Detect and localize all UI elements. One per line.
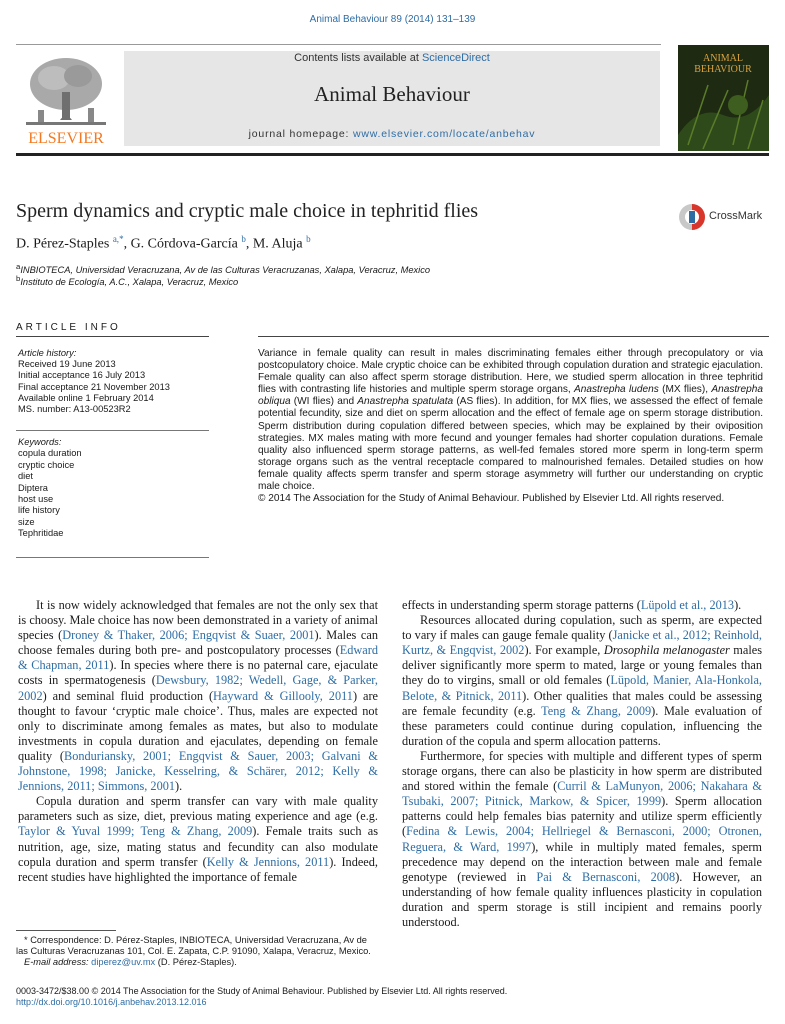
author-marks[interactable]: b — [306, 234, 311, 244]
text-run: ) are thought to favour ‘cryptic male choice’. Thus, males are expected not only to discriminate among females as mates, but also to modulate investments in copula duration and ejaculates, depending on female quality ( — [18, 688, 378, 763]
crossmark-icon — [677, 202, 707, 232]
keyword-item: diet — [18, 471, 33, 482]
body-column-right — [402, 598, 762, 930]
keyword-item: Diptera — [18, 482, 48, 493]
history-item: Available online 1 February 2014 — [18, 392, 154, 403]
citation-link[interactable]: Pai & Bernasconi, 2008 — [536, 869, 676, 884]
author-name[interactable]: M. Aluja — [252, 236, 303, 252]
text-run: ) and seminal fluid production ( — [42, 688, 214, 703]
abstract-text — [258, 348, 763, 493]
author-name[interactable]: D. Pérez-Staples — [16, 236, 110, 252]
keyword-item: life history — [18, 505, 60, 516]
correspondence-footnote — [16, 935, 379, 969]
journal-cover-thumbnail[interactable] — [678, 45, 769, 151]
article-info-rule — [16, 336, 209, 337]
elsevier-wordmark: ELSEVIER — [28, 130, 104, 147]
citation-link[interactable]: Curril & LaMunyon, 2006; Nakahara & Tsubaki, 2007; Pitnick, Markow, & Spicer, 1999 — [402, 779, 762, 809]
author-marks[interactable]: a, — [112, 234, 120, 244]
citation-link[interactable]: Lüpold et al., 2013 — [640, 598, 735, 612]
abstract — [258, 348, 763, 505]
journal-homepage — [124, 128, 660, 140]
cover-title-2: BEHAVIOUR — [694, 64, 752, 75]
body-paragraph — [402, 749, 762, 930]
keywords-list — [18, 437, 82, 540]
email-label: E-mail address: — [24, 957, 92, 968]
text-run: ). For example, — [524, 643, 604, 658]
article-history — [18, 348, 170, 415]
article-title: Sperm dynamics and cryptic male choice in tephritid flies — [16, 200, 479, 222]
author-separator: , — [245, 236, 253, 252]
text-run: Copula duration and sperm transfer can vary with male quality parameters such as size, diet, previous mating experience and age (e.g. — [18, 794, 378, 824]
text-run: ), while in multiply mated females, sperm precedence may depend on the interaction between male and female genotype (reviewed in — [402, 839, 762, 884]
keyword-item: size — [18, 516, 35, 527]
text-run: ). Indeed, recent studies have highlighted the importance of female — [18, 854, 378, 884]
species-name: Anastrepha ludens — [574, 384, 659, 396]
email-link[interactable]: diperez@uv.mx — [91, 957, 156, 968]
keywords-heading: Keywords: — [18, 437, 62, 447]
contents-line — [124, 52, 660, 64]
text-run: effects in understanding sperm storage patterns ( — [402, 598, 641, 612]
citation-link[interactable]: Taylor & Yuval 1999; Teng & Zhang, 2009 — [18, 824, 253, 839]
history-item: MS. number: A13-00523R2 — [18, 404, 131, 415]
text-run: ). — [734, 598, 742, 612]
keyword-item: cryptic choice — [18, 459, 75, 470]
body-paragraph — [402, 613, 762, 749]
crossmark-badge[interactable] — [677, 202, 777, 230]
footnote-text — [16, 935, 379, 957]
journal-reference[interactable]: Animal Behaviour 89 (2014) 131–139 — [309, 14, 476, 25]
corresponding-mark[interactable]: * — [119, 234, 124, 244]
footnote-rule — [16, 930, 116, 931]
sciencedirect-link[interactable]: ScienceDirect — [421, 52, 490, 64]
crossmark-label: CrossMark — [709, 210, 763, 222]
text-run: ). In species where there is no paternal care, ejaculate costs in spermatogenesis ( — [18, 658, 378, 688]
body-paragraph — [18, 598, 378, 794]
doi-link[interactable]: http://dx.doi.org/10.1016/j.anbehav.2013.12.016 — [16, 997, 207, 1008]
citation-link[interactable]: Kelly & Jennions, 2011 — [206, 854, 330, 869]
affiliation-mark: b — [16, 274, 21, 283]
species-name: Drosophila melanogaster — [603, 643, 730, 658]
text-run: ). Female traits such as nutrition, age, size, mating status and fecundity can also modulate copula duration and sperm transfer ( — [18, 824, 378, 869]
text-run: Furthermore, for species with multiple and different types of sperm storage organs, there can also be plasticity in how sperm are distributed and stored within the female ( — [402, 748, 762, 794]
abstract-run: (MX flies), — [658, 384, 712, 396]
keyword-item: host use — [18, 494, 54, 505]
body-paragraph — [402, 598, 762, 613]
text-run: ). — [175, 779, 183, 794]
abstract-rule — [258, 336, 769, 337]
history-heading: Article history: — [18, 348, 77, 358]
cover-art-icon — [678, 45, 769, 151]
abstract-run: (AS flies). In addition, for MX flies, we assessed the effect of female potential fecundity, size and diet on sperm allocation and the effect of female age on sperm storage distribution. Sperm distribution during copulation differed between species, which may be explained by their oviposition strategies. MX males mating with more fecund and younger females had shorter copulation durations. Female quality also influenced sperm storage patterns, as well-fed females stored more sperm in long-term sperm storage organs such as the ventral receptacle compared to malnourished females. Detailed studies on how female quality affects sperm transfer and sperm storage asymmetry will further our understanding on cryptic male choice. — [258, 396, 764, 493]
text-run: ). Male evaluation of these parameters could continue during copulation, influencing the duration of the copula and sperm allocation patterns. — [402, 703, 763, 748]
abstract-run: Variance in female quality can result in males discriminating females either through precopulatory or via postcopulatory choice. Male cryptic choice can be exhibited through copulation duration and strategic ejaculation. Female quality can also affect sperm storage distribution. Here, we studied sperm allocation in three tephritid flies with contrasting life histories and multiple sperm storage organs, — [258, 348, 763, 396]
history-item: Received 19 June 2013 — [18, 359, 116, 370]
homepage-prefix: journal homepage: — [248, 128, 353, 140]
footnote-mark: * — [24, 935, 28, 945]
keywords-divider — [16, 557, 209, 558]
elsevier-logo[interactable] — [16, 52, 116, 148]
author-list — [16, 234, 311, 253]
history-divider — [16, 430, 209, 431]
species-name: Anastrepha spatulata — [357, 396, 454, 408]
banner-bottom-rule — [16, 153, 769, 156]
citation-link[interactable]: Teng & Zhang, 2009 — [541, 703, 652, 718]
affiliation-mark: a — [16, 262, 21, 271]
text-run: ). Other qualities that males could be assessing are female fecundity (e.g. — [402, 688, 762, 718]
journal-title: Animal Behaviour — [314, 82, 470, 106]
citation-link[interactable]: Dewsbury, 1982; Wedell, Gage, & Parker, 2002 — [18, 673, 378, 703]
abstract-copyright: © 2014 The Association for the Study of Animal Behaviour. Published by Elsevier Ltd. All rights reserved. — [258, 493, 725, 505]
citation-link[interactable]: Lüpold, Manier, Ala-Honkola, Belote, & Pitnick, 2011 — [402, 673, 762, 703]
author-name[interactable]: G. Córdova-García — [130, 236, 238, 252]
body-column-left — [18, 598, 378, 885]
elsevier-tree-icon — [26, 58, 106, 125]
contents-prefix: Contents lists available at — [294, 52, 422, 64]
bottom-matter — [16, 986, 507, 1009]
author-marks[interactable]: b — [241, 234, 246, 244]
citation-link[interactable]: Bonduriansky, 2001; Engqvist & Sauer, 2003; Galvani & Johnstone, 1998; Janicke, Kesselring, & Schärer, 2012; Kelly & Jennions, 2011; Simmons, 2001 — [18, 748, 378, 794]
footnote-email-line — [16, 957, 379, 968]
text-run: ). However, an understanding of how female quality influences plasticity in copulation duration and sperm storage is still incipient and remains poorly understood. — [402, 869, 762, 929]
keyword-item: Tephritidae — [18, 528, 64, 539]
species-name: Anastrepha obliqua — [258, 384, 763, 408]
affiliation-text: INBIOTECA, Universidad Veracruzana, Av de las Culturas Veracruzanas, Xalapa, Veracruz, Mexico — [20, 265, 431, 276]
article-info-heading: ARTICLE INFO — [16, 322, 121, 333]
history-item: Final acceptance 21 November 2013 — [18, 381, 170, 392]
text-run: It is now widely acknowledged that females are not the only sex that is choosy. Male choice has now been demonstrated in a variety of animal species ( — [18, 598, 378, 643]
banner-top-rule — [16, 44, 661, 45]
history-item: Initial acceptance 16 July 2013 — [18, 370, 146, 381]
keyword-item: copula duration — [18, 448, 82, 459]
text-run: ). Males can choose females during both pre- and postcopulatory processes ( — [18, 628, 378, 658]
email-suffix: (D. Pérez-Staples). — [155, 957, 237, 968]
issn-line: 0003-3472/$38.00 © 2014 The Association for the Study of Animal Behaviour. Published by Elsevier Ltd. All rights reserved. — [16, 986, 508, 996]
citation-link[interactable]: Edward & Chapman, 2011 — [18, 643, 378, 673]
author-separator: , — [123, 236, 131, 252]
citation-link[interactable]: Droney & Thaker, 2006; Engqvist & Suaer, 2001 — [62, 628, 315, 643]
abstract-run: (WI flies) and — [290, 396, 358, 408]
affiliation — [16, 274, 238, 287]
citation-link[interactable]: Fedina & Lewis, 2004; Hellriegel & Bernasconi, 2000; Otronen, Reguera, & Ward, 1997 — [402, 824, 762, 854]
cover-title-1: ANIMAL — [703, 53, 743, 64]
citation-link[interactable]: Janicke et al., 2012; Reinhold, Kurtz, & Engqvist, 2002 — [402, 628, 762, 658]
body-paragraph — [18, 794, 378, 885]
affiliation-text: Instituto de Ecología, A.C., Xalapa, Veracruz, Mexico — [20, 277, 239, 288]
text-run: males deliver significantly more sperm to mated, large or young females than they do to virgins, small or old females ( — [402, 643, 762, 688]
footnote-body: Correspondence: D. Pérez-Staples, INBIOTECA, Universidad Veracruzana, Av de las Culturas Veracruzanas 101, Col. E. Zapata, C.P. 91090, Xalapa, Veracruz, Mexico. — [16, 935, 371, 957]
text-run: ). Sperm allocation patterns could help females bias paternity and utilize sperm efficiently ( — [402, 794, 762, 839]
homepage-link[interactable]: www.elsevier.com/locate/anbehav — [352, 128, 536, 140]
text-run: Resources allocated during copulation, such as sperm, are expected to vary if males can gauge female quality ( — [402, 613, 762, 643]
citation-link[interactable]: Hayward & Gillooly, 2011 — [213, 688, 353, 703]
